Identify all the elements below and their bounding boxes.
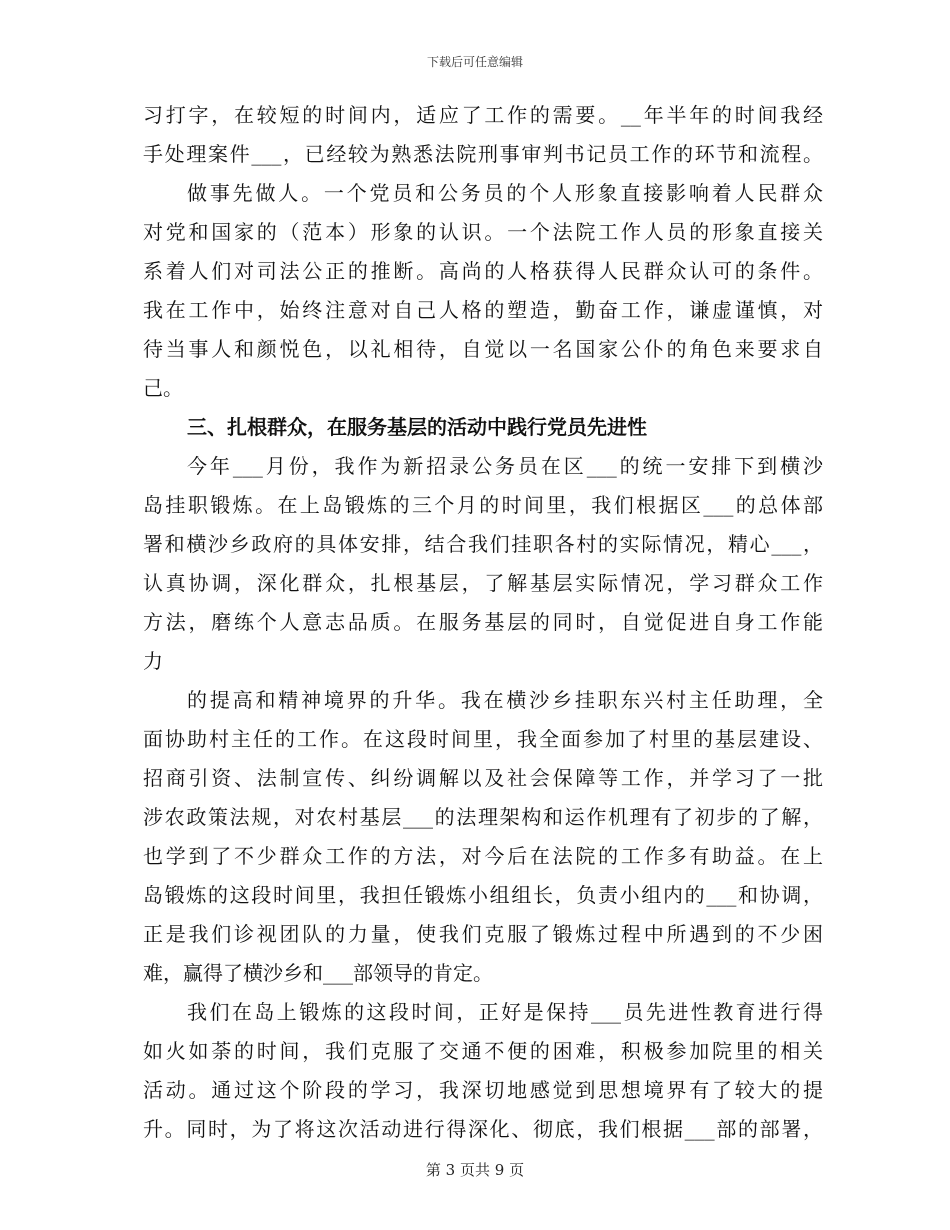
paragraph-line: 己。 [143,376,183,400]
paragraph-line: 涉农政策法规，对农村基层___的法理架构和运作机理有了初步的了解， [143,805,823,829]
paragraph-line: 也学到了不少群众工作的方法，对今后在法院的工作多有助益。在上 [143,844,823,868]
paragraph-line: 做事先做人。一个党员和公务员的个人形象直接影响着人民群众 [187,181,823,205]
paragraph-line: 正是我们诊视团队的力量，使我们克服了锻炼过程中所遇到的不少困 [143,922,823,946]
paragraph-line: 认真协调，深化群众，扎根基层，了解基层实际情况，学习群众工作 [143,571,823,595]
paragraph-line: 我在工作中，始终注意对自己人格的塑造，勤奋工作，谦虚谨慎，对 [143,298,823,322]
paragraph-line: 岛锻炼的这段时间里，我担任锻炼小组组长，负责小组内的___和协调， [143,883,823,907]
paragraph-line: 的提高和精神境界的升华。我在横沙乡挂职东兴村主任助理，全 [187,688,823,712]
paragraph-line: 待当事人和颜悦色，以礼相待，自觉以一名国家公仆的角色来要求自 [143,337,823,361]
paragraph-line: 系着人们对司法公正的推断。高尚的人格获得人民群众认可的条件。 [143,259,823,283]
paragraph-line: 习打字，在较短的时间内，适应了工作的需要。__年半年的时间我经 [143,103,823,127]
paragraph-line: 今年___月份，我作为新招录公务员在区___的统一安排下到横沙 [187,454,823,478]
paragraph-line: 难，赢得了横沙乡和___部领导的肯定。 [143,961,493,985]
page-header: 下载后可任意编辑 [426,55,523,69]
paragraph-line: 署和横沙乡政府的具体安排，结合我们挂职各村的实际情况，精心___， [143,532,823,556]
section-heading: 三、扎根群众，在服务基层的活动中践行党员先进性 [187,415,647,439]
page-footer: 第 3 页共 9 页 [425,1161,525,1179]
document-body [143,96,823,1149]
paragraph-line: 我们在岛上锻炼的这段时间，正好是保持___员先进性教育进行得 [187,1000,823,1024]
paragraph-line: 对党和国家的（范本）形象的认识。一个法院工作人员的形象直接关 [143,220,823,244]
paragraph-line: 升。同时，为了将这次活动进行得深化、彻底，我们根据___部的部署， [143,1117,823,1141]
paragraph-line: 招商引资、法制宣传、纠纷调解以及社会保障等工作，并学习了一批 [143,766,823,790]
paragraph-line: 活动。通过这个阶段的学习，我深切地感觉到思想境界有了较大的提 [143,1078,823,1102]
paragraph-line: 方法，磨练个人意志品质。在服务基层的同时，自觉促进自身工作能 [143,610,823,634]
paragraph-line: 如火如荼的时间，我们克服了交通不便的困难，积极参加院里的相关 [143,1039,823,1063]
paragraph-line: 岛挂职锻炼。在上岛锻炼的三个月的时间里，我们根据区___的总体部 [143,493,823,517]
paragraph-line: 力 [143,649,163,673]
paragraph-line: 手处理案件___，已经较为熟悉法院刑事审判书记员工作的环节和流程。 [143,142,823,166]
paragraph-line: 面协助村主任的工作。在这段时间里，我全面参加了村里的基层建设、 [143,727,823,751]
